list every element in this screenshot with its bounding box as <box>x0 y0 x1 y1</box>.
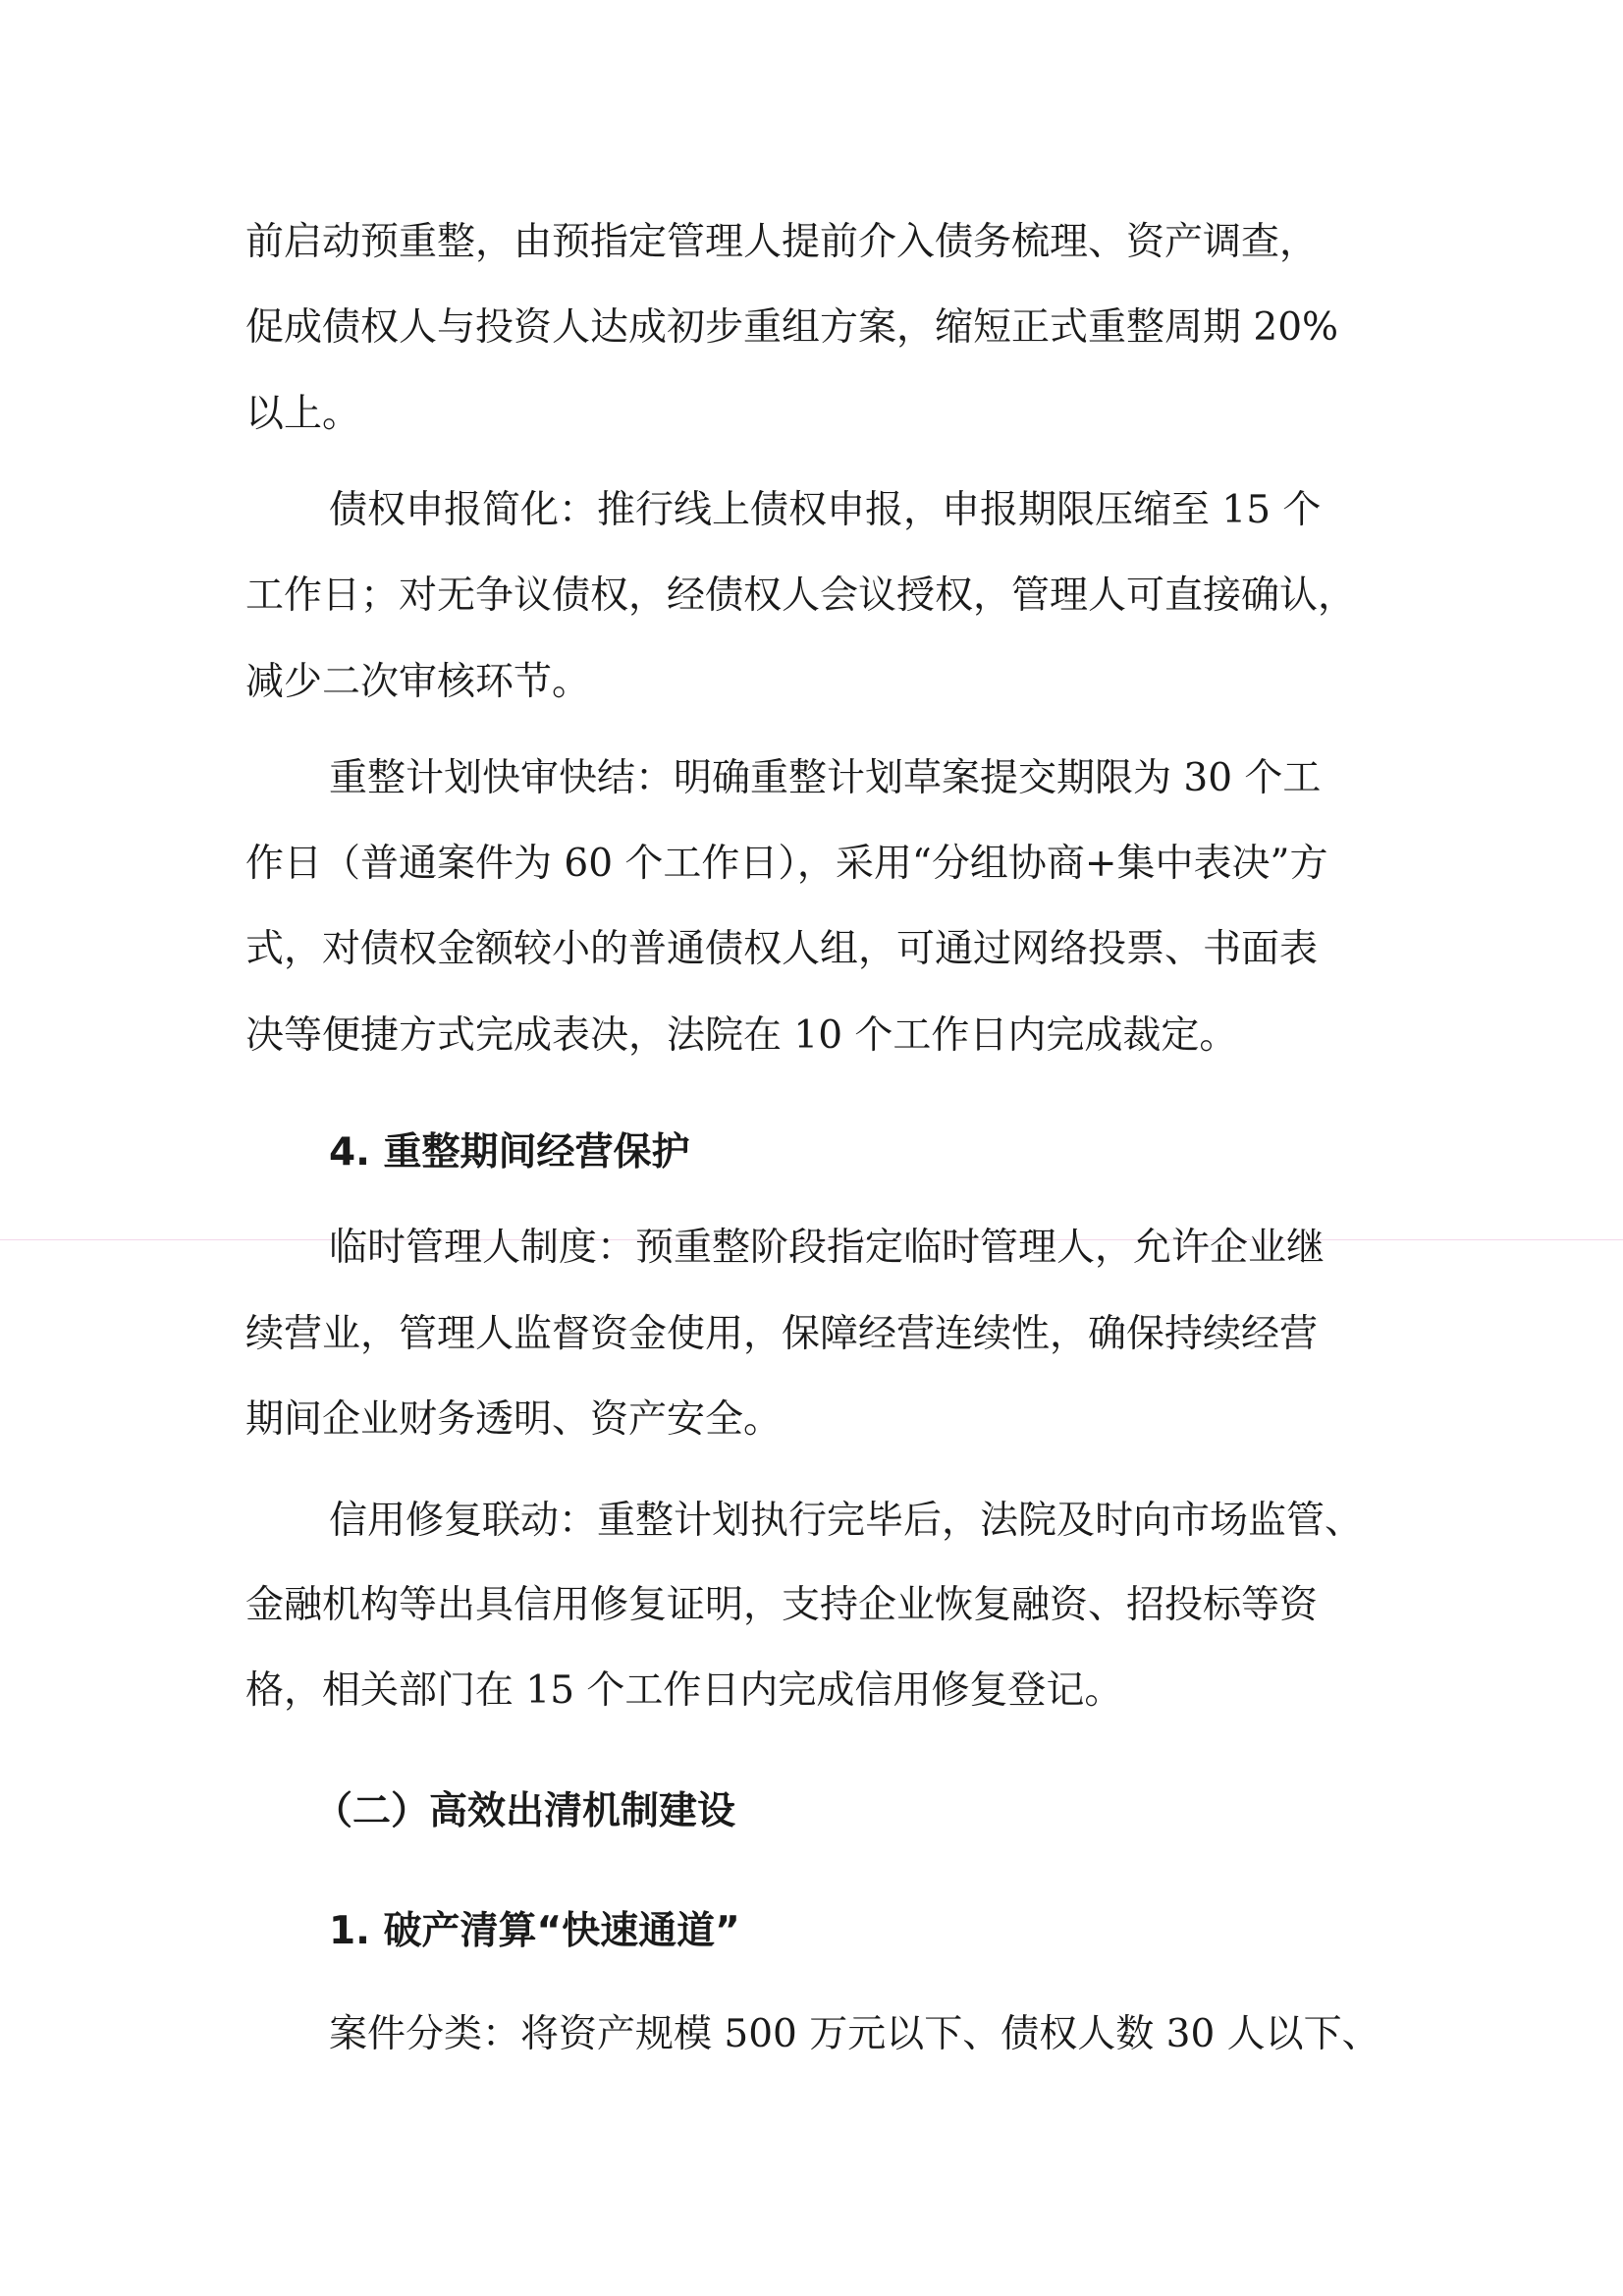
paragraph-line: 债权申报简化：推行线上债权申报，申报期限压缩至 15 个 <box>329 488 1322 532</box>
section-heading: （二）高效出清机制建设 <box>314 1789 736 1833</box>
paragraph-line: 期间企业财务透明、资产安全。 <box>245 1397 783 1442</box>
paragraph-line: 减少二次审核环节。 <box>245 660 591 704</box>
paragraph-line: 金融机构等出具信用修复证明，支持企业恢复融资、招投标等资 <box>245 1583 1319 1627</box>
paragraph-line: 前启动预重整，由预指定管理人提前介入债务梳理、资产调查， <box>245 220 1319 264</box>
paragraph-line: 以上。 <box>245 392 361 436</box>
paragraph-line: 临时管理人制度：预重整阶段指定临时管理人，允许企业继 <box>329 1226 1325 1270</box>
paragraph-line: 格，相关部门在 15 个工作日内完成信用修复登记。 <box>245 1668 1123 1713</box>
paragraph-line: 续营业，管理人监督资金使用，保障经营连续性，确保持续经营 <box>245 1312 1319 1356</box>
paragraph-line: 作日（普通案件为 60 个工作日），采用“分组协商+集中表决”方 <box>245 842 1328 886</box>
paragraph-line: 式，对债权金额较小的普通债权人组，可通过网络投票、书面表 <box>245 927 1319 971</box>
paragraph-line: 案件分类：将资产规模 500 万元以下、债权人数 30 人以下、 <box>329 2012 1380 2056</box>
paragraph-line: 信用修复联动：重整计划执行完毕后，法院及时向市场监管、 <box>329 1499 1364 1543</box>
paragraph-line: 决等便捷方式完成表决，法院在 10 个工作日内完成裁定。 <box>245 1013 1238 1058</box>
paragraph-line: 重整计划快审快结：明确重整计划草案提交期限为 30 个工 <box>329 756 1322 800</box>
section-heading: 4. 重整期间经营保护 <box>329 1130 690 1175</box>
subsection-heading: 1. 破产清算“快速通道” <box>329 1909 740 1953</box>
paragraph-line: 工作日；对无争议债权，经债权人会议授权，管理人可直接确认， <box>245 574 1357 618</box>
paragraph-line: 促成债权人与投资人达成初步重组方案，缩短正式重整周期 20% <box>245 305 1339 350</box>
